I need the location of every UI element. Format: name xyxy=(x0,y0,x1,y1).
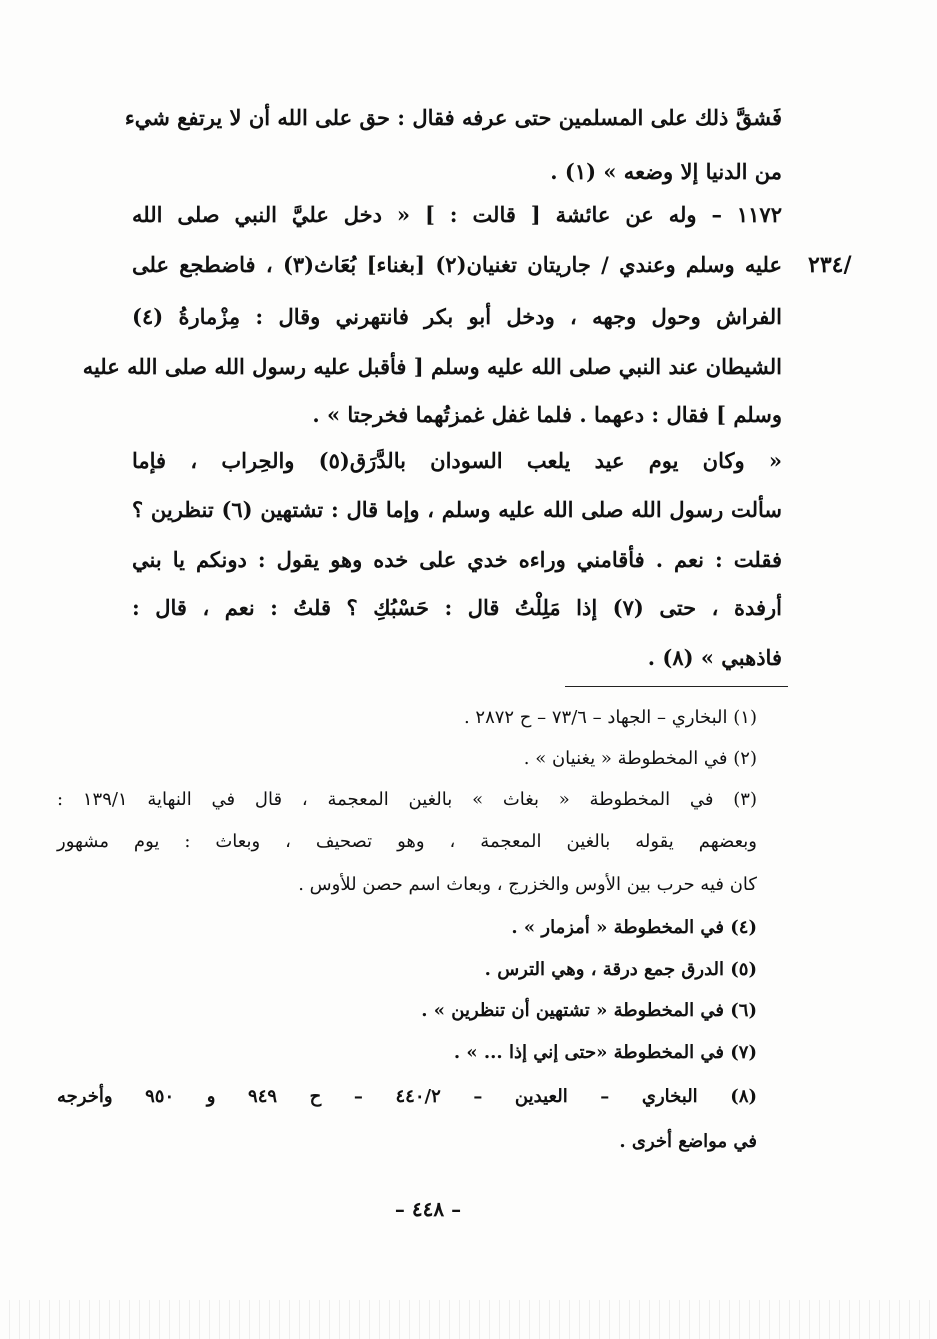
footnote-7: (٧) في المخطوطة «حتى إني إذا ... » . xyxy=(453,1042,757,1063)
main-text-line-5: الفراش وحول وجهه ، ودخل أبو بكر فانتهرني وقال : مِزْمارةُ (٤) xyxy=(132,304,782,329)
footnote-4: (٤) في المخطوطة « أمزمار » . xyxy=(511,917,757,938)
main-text-line-9: سألت رسول الله صلى الله عليه وسلم ، وإما قال : تشتهين (٦) تنظرين ؟ xyxy=(132,497,782,522)
main-text-line-4: عليه وسلم وعندي / جاريتان تغنيان(٢) [بغناء] بُعَاث(٣) ، فاضطجع على xyxy=(132,252,782,277)
footnote-8-line-1: (٨) البخاري – العيدين – ٤٤٠/٢ – ح ٩٤٩ و ٩٥٠ وأخرجه xyxy=(57,1086,758,1107)
footnote-2: (٢) في المخطوطة « يغنيان » . xyxy=(523,748,757,769)
main-text-line-8: « وكان يوم عيد يلعب السودان بالدَّرَق(٥) والحِراب ، فإما xyxy=(132,448,782,473)
main-text-line-3: ١١٧٢ – وله عن عائشة [ قالت : ] « دخل عليَّ النبي صلى الله xyxy=(132,202,782,227)
scan-noise xyxy=(0,1300,937,1339)
main-text-line-2: من الدنيا إلا وضعه » (١) . xyxy=(550,159,782,184)
main-text-line-1: فَشقَّ ذلك على المسلمين حتى عرفه فقال : حق على الله أن لا يرتفع شيء xyxy=(124,105,782,130)
footnote-3-line-3: كان فيه حرب بين الأوس والخزرج ، وبعاث اسم حصن للأوس . xyxy=(298,874,757,895)
footnote-divider xyxy=(565,686,788,687)
main-text-line-12: فاذهبي » (٨) . xyxy=(647,645,782,670)
footnote-3-line-2: وبعضهم يقوله بالغين المعجمة ، وهو تصحيف ، وبعاث : يوم مشهور xyxy=(57,831,757,852)
main-text-line-7: وسلم ] فقال : دعهما . فلما غفل غمزتُهما فخرجتا » . xyxy=(312,402,782,427)
main-text-line-6: الشيطان عند النبي صلى الله عليه وسلم [ فأقبل عليه رسول الله صلى الله عليه xyxy=(82,354,782,379)
main-text-line-11: أرفدة ، حتى (٧) إذا مَلِلْتُ قال : حَسْبُكِ ؟ قلتُ : نعم ، قال : xyxy=(132,595,782,620)
footnote-5: (٥) الدرق جمع درقة ، وهي الترس . xyxy=(484,959,757,980)
footnote-6: (٦) في المخطوطة « تشتهين أن تنظرين » . xyxy=(421,1000,757,1021)
footnote-1: (١) البخاري – الجهاد – ٧٣/٦ – ح ٢٨٧٢ . xyxy=(463,707,757,728)
main-text-line-10: فقلت : نعم . فأقامني وراءه خدي على خده وهو يقول : دونكم يا بني xyxy=(132,547,782,572)
footnote-3-line-1: (٣) في المخطوطة « بغاث » بالغين المعجمة ، قال في النهاية ١٣٩/١ : xyxy=(57,789,757,810)
footnote-8-line-2: في مواضع أخرى . xyxy=(619,1131,757,1152)
manuscript-folio-marker: /٢٣٤ xyxy=(808,252,852,278)
page-number: – ٤٤٨ – xyxy=(394,1197,462,1221)
